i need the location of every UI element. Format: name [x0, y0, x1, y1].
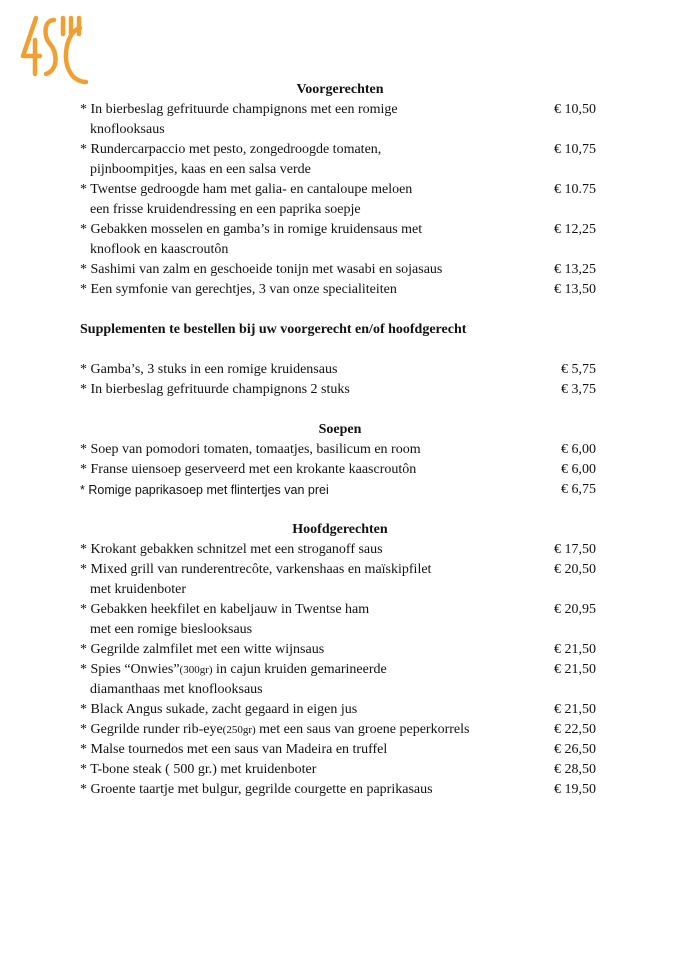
item-description: * Rundercarpaccio met pesto, zongedroogde tomaten,	[80, 142, 382, 157]
item-description: * Romige paprikasoep met flintertjes van prei	[80, 483, 329, 497]
item-description-part: in cajun kruiden gemarineerde	[212, 662, 387, 677]
item-description: * T-bone steak ( 500 gr.) met kruidenboter	[80, 762, 317, 777]
item-description-line2: knoflook en kaascroutôn	[90, 242, 229, 257]
spacer	[80, 500, 600, 520]
item-description: * Een symfonie van gerechtjes, 3 van onze specialiteiten	[80, 282, 397, 297]
menu-page	[80, 80, 600, 800]
item-description-line2: een frisse kruidendressing en een paprika soepje	[90, 202, 361, 217]
item-price: € 21,50	[554, 662, 596, 677]
menu-item	[80, 220, 600, 260]
item-description: * Gebakken mosselen en gamba’s in romige kruidensaus met	[80, 222, 423, 237]
item-price: € 21,50	[554, 642, 596, 657]
item-price: € 17,50	[554, 542, 596, 557]
item-description: * Sashimi van zalm en geschoeide tonijn met wasabi en sojasaus	[80, 262, 443, 277]
menu-item	[80, 280, 600, 300]
item-price: € 20,50	[554, 562, 596, 577]
item-description: * Gegrilde zalmfilet met een witte wijnsaus	[80, 642, 325, 657]
item-description: * Soep van pomodori tomaten, tomaatjes, basilicum en room	[80, 442, 421, 457]
menu-item	[80, 140, 600, 180]
menu-item	[80, 440, 600, 460]
item-price: € 5,75	[561, 362, 596, 377]
item-price: € 22,50	[554, 722, 596, 737]
menu-item	[80, 760, 600, 780]
item-description: * In bierbeslag gefrituurde champignons 2 stuks	[80, 382, 350, 397]
item-price: € 6,00	[561, 462, 596, 477]
menu-item	[80, 720, 600, 740]
item-weight: (250gr)	[222, 724, 256, 736]
item-price: € 20,95	[554, 602, 596, 617]
menu-item	[80, 180, 600, 220]
item-description: * Gebakken heekfilet en kabeljauw in Twentse ham	[80, 602, 370, 617]
item-description	[80, 720, 600, 740]
menu-item	[80, 640, 600, 660]
item-description-line2: diamanthaas met knoflooksaus	[90, 682, 263, 697]
fork-knife-logo-icon	[16, 12, 88, 94]
spacer	[80, 400, 600, 420]
item-price: € 3,75	[561, 382, 596, 397]
menu-item	[80, 380, 600, 400]
item-description: * Malse tournedos met een saus van Madeira en truffel	[80, 742, 388, 757]
menu-item	[80, 600, 600, 640]
item-price: € 6,00	[561, 442, 596, 457]
section-title-voorgerechten: Voorgerechten	[296, 82, 384, 97]
item-price: € 12,25	[554, 222, 596, 237]
menu-item	[80, 740, 600, 760]
item-price: € 28,50	[554, 762, 596, 777]
menu-item	[80, 780, 600, 800]
item-price: € 10,75	[554, 142, 596, 157]
section-title-supplementen: Supplementen te bestellen bij uw voorgerecht en/of hoofdgerecht	[80, 322, 467, 337]
item-description-line2: met een romige bieslooksaus	[90, 622, 253, 637]
item-price: € 10.75	[554, 182, 596, 197]
menu-item	[80, 540, 600, 560]
menu-item	[80, 560, 600, 600]
menu-item	[80, 480, 600, 500]
item-price: € 26,50	[554, 742, 596, 757]
item-description: * Black Angus sukade, zacht gegaard in eigen jus	[80, 702, 358, 717]
item-description-part: * Spies “Onwies”	[80, 662, 180, 677]
item-description: * Krokant gebakken schnitzel met een stroganoff saus	[80, 542, 383, 557]
item-description: * Twentse gedroogde ham met galia- en cantaloupe meloen	[80, 182, 413, 197]
item-description: * Groente taartje met bulgur, gegrilde courgette en paprikasaus	[80, 782, 433, 797]
item-price: € 19,50	[554, 782, 596, 797]
item-description: * In bierbeslag gefrituurde champignons met een romige	[80, 102, 398, 117]
menu-item	[80, 260, 600, 280]
item-description-part: * Gegrilde runder rib-eye	[80, 722, 223, 737]
item-price: € 13,25	[554, 262, 596, 277]
section-title-soepen: Soepen	[318, 422, 362, 437]
spacer	[80, 300, 600, 320]
menu-item	[80, 360, 600, 380]
item-description-line2: met kruidenboter	[90, 582, 187, 597]
item-description: * Franse uiensoep geserveerd met een krokante kaascroutôn	[80, 462, 417, 477]
menu-item	[80, 700, 600, 720]
section-title-hoofdgerechten: Hoofdgerechten	[292, 522, 388, 537]
item-description	[80, 660, 600, 680]
menu-item	[80, 660, 600, 700]
item-price: € 21,50	[554, 702, 596, 717]
spacer	[80, 340, 600, 360]
item-weight: (300gr)	[179, 664, 213, 676]
item-description: * Mixed grill van runderentrecôte, varkenshaas en maïskipfilet	[80, 562, 432, 577]
menu-item	[80, 100, 600, 140]
item-description: * Gamba’s, 3 stuks in een romige kruidensaus	[80, 362, 338, 377]
item-description-line2: pijnboompitjes, kaas en een salsa verde	[90, 162, 311, 177]
item-description-line2: knoflooksaus	[90, 122, 165, 137]
item-price: € 10,50	[554, 102, 596, 117]
item-price: € 13,50	[554, 282, 596, 297]
menu-item	[80, 460, 600, 480]
item-description-part: met een saus van groene peperkorrels	[255, 722, 470, 737]
item-price: € 6,75	[561, 482, 596, 497]
